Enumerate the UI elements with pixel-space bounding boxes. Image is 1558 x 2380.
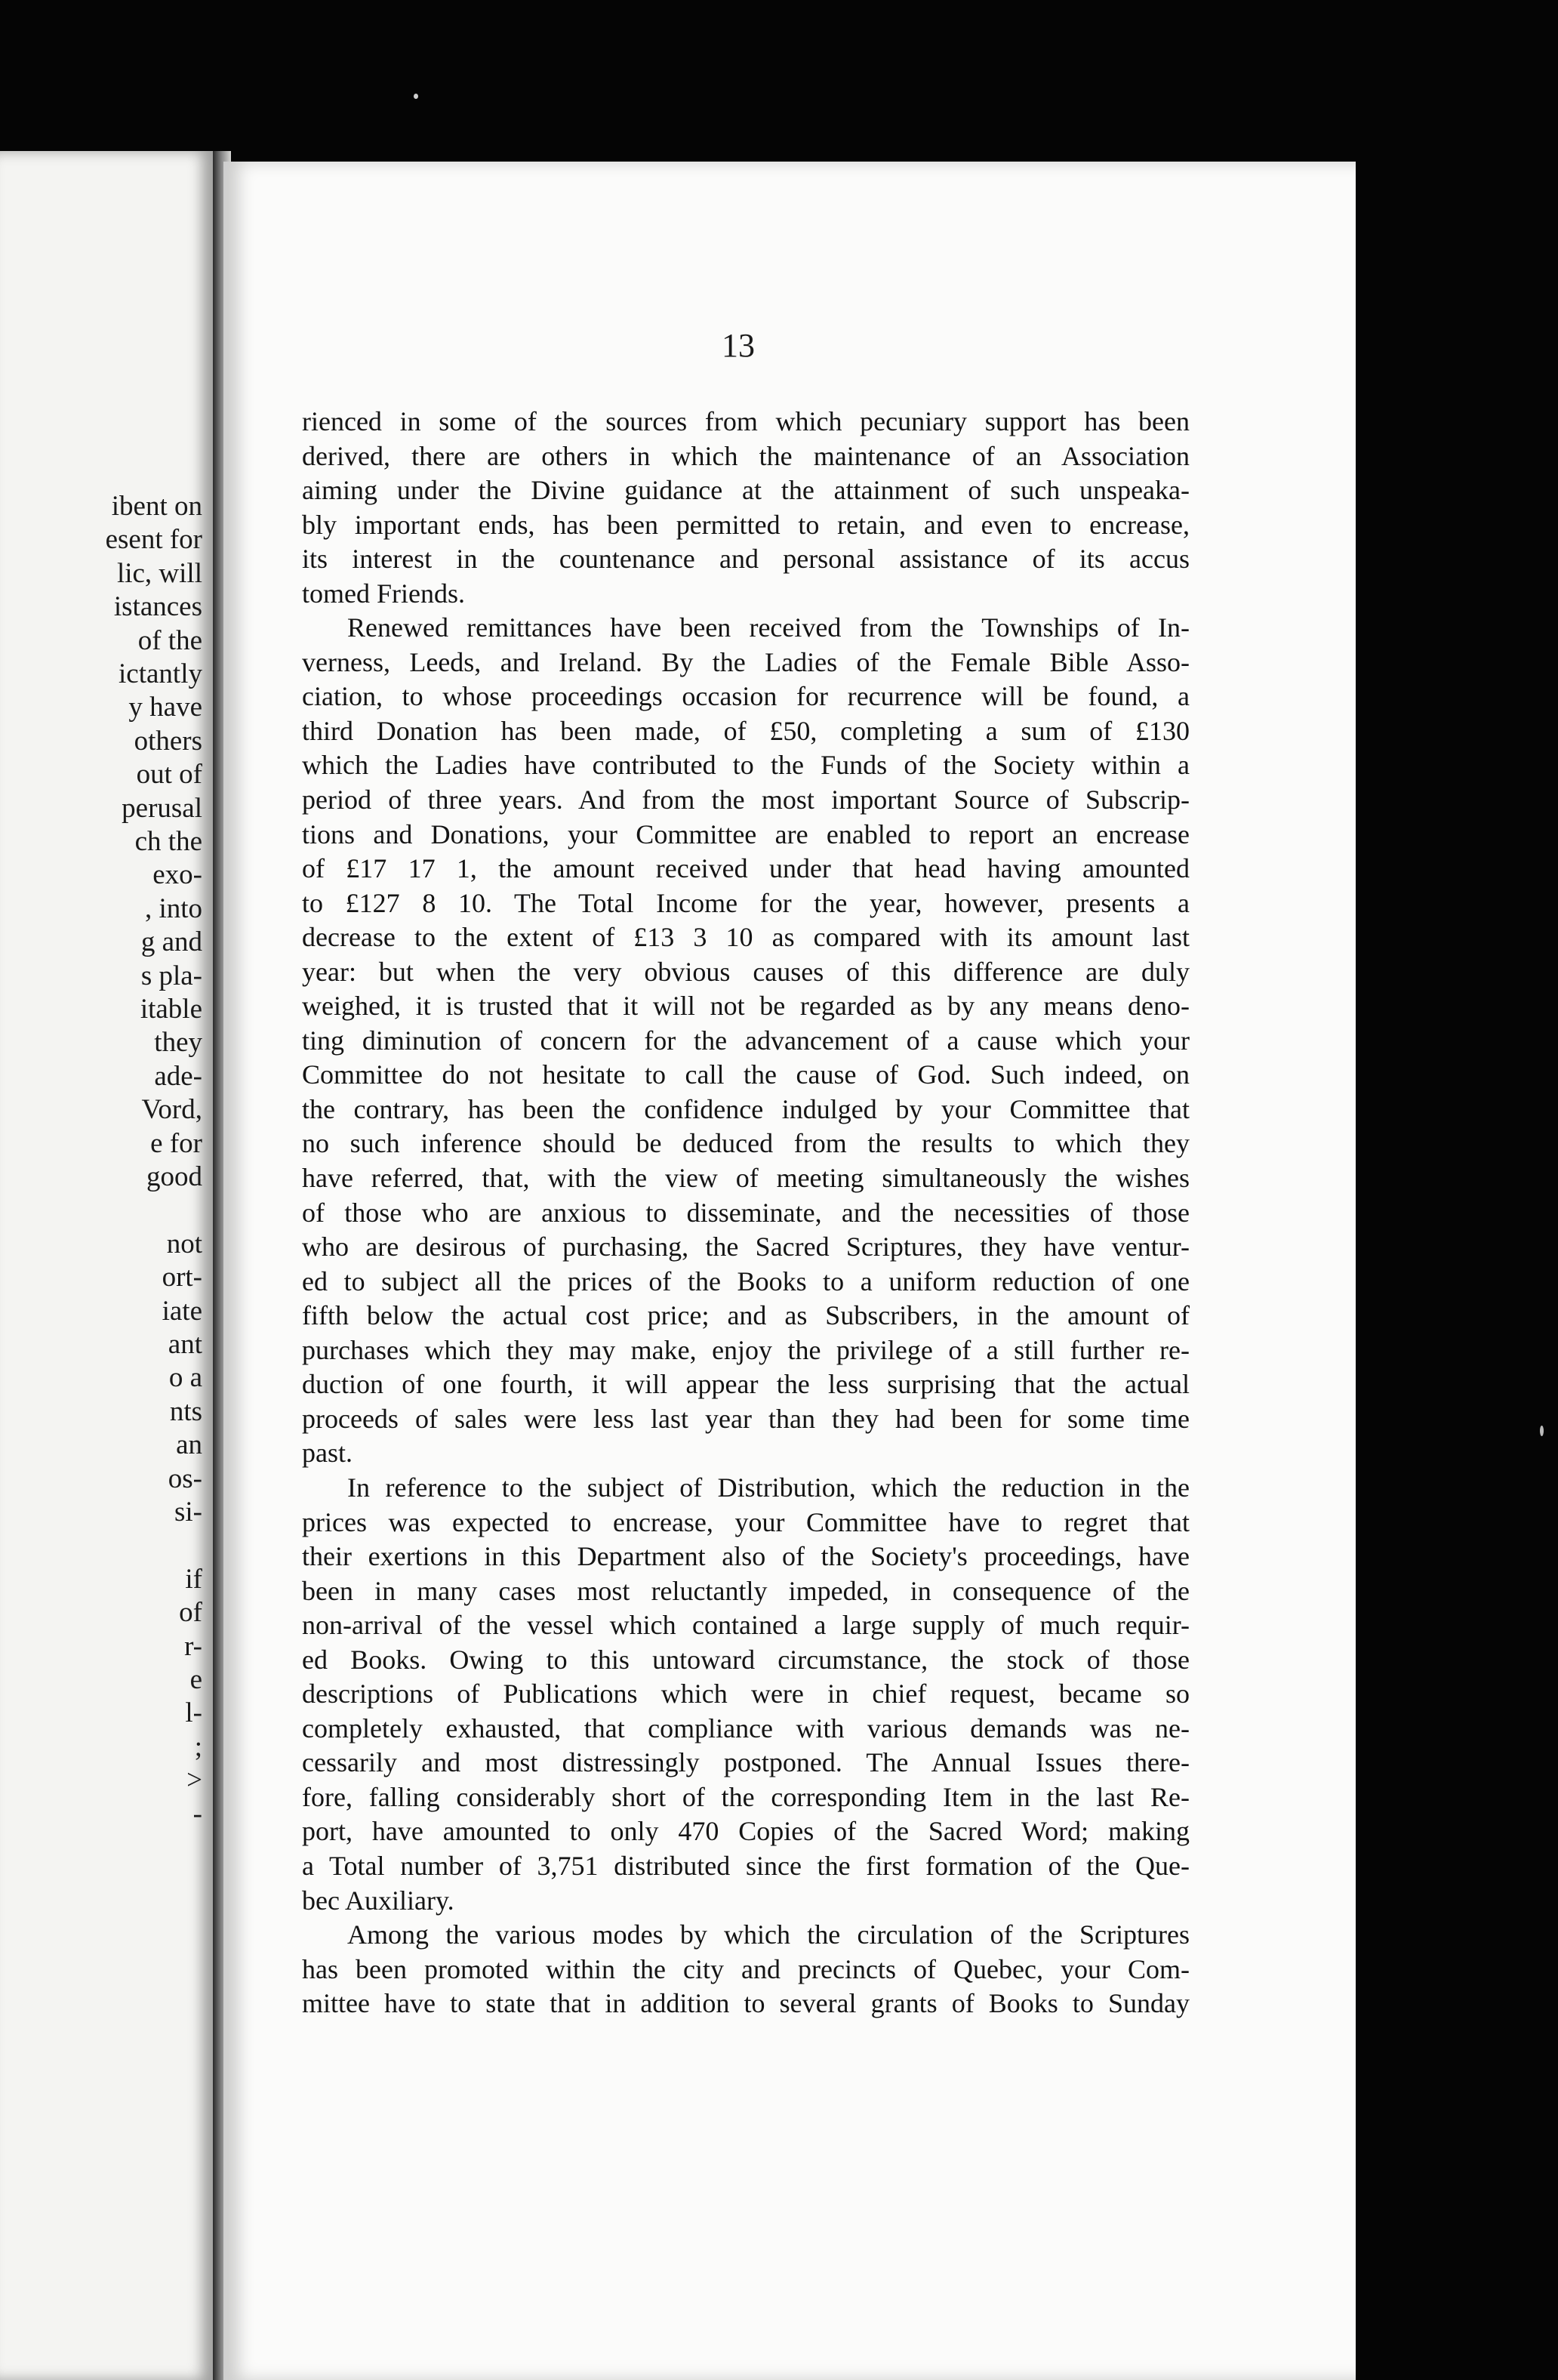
text-line: Among the various modes by which the circulation of the Scriptures bbox=[347, 1919, 1190, 1950]
text-line: bec Auxiliary. bbox=[302, 1885, 454, 1916]
text-line: their exertions in this Department also of the Society's proceedings, have bbox=[302, 1541, 1190, 1572]
text-line: third Donation has been made, of £50, completing a sum of £130 bbox=[302, 715, 1190, 746]
dust-speck bbox=[414, 94, 418, 99]
text-line: rienced in some of the sources from which pecuniary support has been bbox=[302, 406, 1190, 436]
text-line: In reference to the subject of Distribution, which the reduction in the bbox=[347, 1472, 1190, 1503]
left-page-fragment: nts bbox=[169, 1395, 202, 1427]
left-page-fragment: perusal bbox=[122, 792, 202, 824]
text-line: year: but when the very obvious causes of this difference are duly bbox=[302, 956, 1190, 987]
left-page-fragment: s pla- bbox=[140, 960, 202, 991]
left-facing-page bbox=[0, 151, 213, 2380]
text-line: ed Books. Owing to this untoward circumstance, the stock of those bbox=[302, 1644, 1190, 1675]
text-line: bly important ends, has been permitted to retain, and even to encrease, bbox=[302, 509, 1190, 540]
left-page-fragment: istances bbox=[113, 591, 202, 623]
text-line: of those who are anxious to disseminate, and the necessities of those bbox=[302, 1197, 1190, 1228]
text-line: no such inference should be deduced from the results to which they bbox=[302, 1128, 1190, 1159]
text-line: cessarily and most distressingly postponed. The Annual Issues there- bbox=[302, 1747, 1190, 1778]
left-page-fragment: ant bbox=[168, 1329, 202, 1360]
text-line: purchases which they may make, enjoy the privilege of a still further re- bbox=[302, 1334, 1190, 1365]
left-page-fragment: itable bbox=[140, 994, 202, 1025]
left-page-fragment: ictantly bbox=[119, 658, 202, 689]
text-line: completely exhausted, that compliance with various demands was ne- bbox=[302, 1713, 1190, 1743]
text-line: fifth below the actual cost price; and as Subscribers, in the amount of bbox=[302, 1300, 1190, 1331]
left-page-fragment: good bbox=[146, 1161, 202, 1192]
text-line: ed to subject all the prices of the Books to a uniform reduction of one bbox=[302, 1266, 1190, 1296]
text-line: the contrary, has been the confidence indulged by your Committee that bbox=[302, 1093, 1190, 1124]
text-line: ting diminution of concern for the advancement of a cause which your bbox=[302, 1025, 1190, 1056]
left-page-fragment: os- bbox=[168, 1463, 202, 1494]
text-line: has been promoted within the city and precincts of Quebec, your Com- bbox=[302, 1953, 1190, 1984]
text-line: a Total number of 3,751 distributed since the first formation of the Que- bbox=[302, 1850, 1190, 1881]
text-line: past. bbox=[302, 1438, 353, 1469]
text-line: duction of one fourth, it will appear the less surprising that the actual bbox=[302, 1369, 1190, 1400]
text-line: period of three years. And from the most important Source of Subscrip- bbox=[302, 785, 1190, 815]
text-line: been in many cases most reluctantly impeded, in consequence of the bbox=[302, 1575, 1190, 1606]
text-line: Renewed remittances have been received from the Townships of In- bbox=[347, 612, 1190, 643]
left-page-fragment: exo- bbox=[152, 859, 202, 891]
text-line: fore, falling considerably short of the corresponding Item in the last Re- bbox=[302, 1781, 1190, 1812]
text-line: non-arrival of the vessel which contained a large supply of much requir- bbox=[302, 1610, 1190, 1641]
text-line: its interest in the countenance and personal assistance of its accus bbox=[302, 544, 1190, 575]
left-page-fragment: an bbox=[176, 1429, 202, 1461]
left-page-fragment: they bbox=[154, 1027, 202, 1059]
text-line: decrease to the extent of £13 3 10 as compared with its amount last bbox=[302, 922, 1190, 953]
left-page-fragment: ; bbox=[194, 1731, 202, 1762]
text-line: proceeds of sales were less last year than they had been for some time bbox=[302, 1403, 1190, 1434]
left-page-fragment: iate bbox=[162, 1295, 202, 1327]
text-line: tomed Friends. bbox=[302, 578, 465, 609]
page-number: 13 bbox=[722, 327, 755, 364]
left-page-fragment: lic, will bbox=[116, 557, 202, 589]
left-page-fragment: y have bbox=[128, 692, 202, 723]
left-page-fragment: > bbox=[186, 1765, 202, 1796]
left-page-fragment: ch the bbox=[134, 826, 202, 857]
body-text bbox=[302, 405, 1190, 2021]
text-line: derived, there are others in which the maintenance of an Association bbox=[302, 440, 1190, 471]
text-line: weighed, it is trusted that it will not be regarded as by any means deno- bbox=[302, 991, 1190, 1022]
left-page-fragment: of bbox=[179, 1597, 202, 1629]
text-line: prices was expected to encrease, your Committee have to regret that bbox=[302, 1506, 1190, 1537]
text-line: who are desirous of purchasing, the Sacred Scriptures, they have ventur- bbox=[302, 1232, 1190, 1262]
text-line: Committee do not hesitate to call the cause of God. Such indeed, on bbox=[302, 1059, 1190, 1090]
left-page-fragment: e for bbox=[150, 1127, 202, 1159]
left-page-fragment: out of bbox=[136, 759, 202, 791]
text-line: which the Ladies have contributed to the Funds of the Society within a bbox=[302, 750, 1190, 781]
text-line: descriptions of Publications which were in chief request, became so bbox=[302, 1679, 1190, 1709]
text-line: of £17 17 1, the amount received under that head having amounted bbox=[302, 853, 1190, 884]
left-page-fragment: r- bbox=[184, 1630, 202, 1662]
left-page-fragment: others bbox=[134, 725, 202, 757]
text-line: have referred, that, with the view of meeting simultaneously the wishes bbox=[302, 1163, 1190, 1194]
text-line: to £127 8 10. The Total Income for the year, however, presents a bbox=[302, 887, 1190, 918]
left-page-fragment: Vord, bbox=[141, 1094, 202, 1126]
left-page-fragment: if bbox=[185, 1563, 202, 1595]
text-line: verness, Leeds, and Ireland. By the Ladies of the Female Bible Asso- bbox=[302, 646, 1190, 677]
text-line: tions and Donations, your Committee are enabled to report an encrease bbox=[302, 819, 1190, 849]
left-page-fragment: l- bbox=[185, 1697, 202, 1729]
left-page-fragment: not bbox=[166, 1228, 202, 1259]
left-page-fragment: ort- bbox=[162, 1262, 202, 1293]
dust-speck bbox=[1540, 1426, 1544, 1436]
left-page-fragment: si- bbox=[174, 1497, 202, 1528]
left-page-fragment: o a bbox=[168, 1362, 202, 1394]
left-page-fragment: ibent on bbox=[111, 491, 202, 522]
left-page-fragment: , into bbox=[144, 892, 202, 924]
left-page-fragment: ade- bbox=[154, 1060, 202, 1092]
text-line: mittee have to state that in addition to several grants of Books to Sunday bbox=[302, 1988, 1190, 2019]
left-page-fragment: of the bbox=[137, 624, 202, 656]
left-page-fragment: - bbox=[192, 1798, 202, 1830]
left-page-fragment: esent for bbox=[105, 524, 202, 556]
text-line: aiming under the Divine guidance at the attainment of such unspeaka- bbox=[302, 475, 1190, 506]
text-line: ciation, to whose proceedings occasion for recurrence will be found, a bbox=[302, 681, 1190, 712]
left-page-fragment: e bbox=[189, 1664, 202, 1695]
text-line: port, have amounted to only 470 Copies of the Sacred Word; making bbox=[302, 1816, 1190, 1847]
left-page-fragment: g and bbox=[140, 926, 202, 958]
